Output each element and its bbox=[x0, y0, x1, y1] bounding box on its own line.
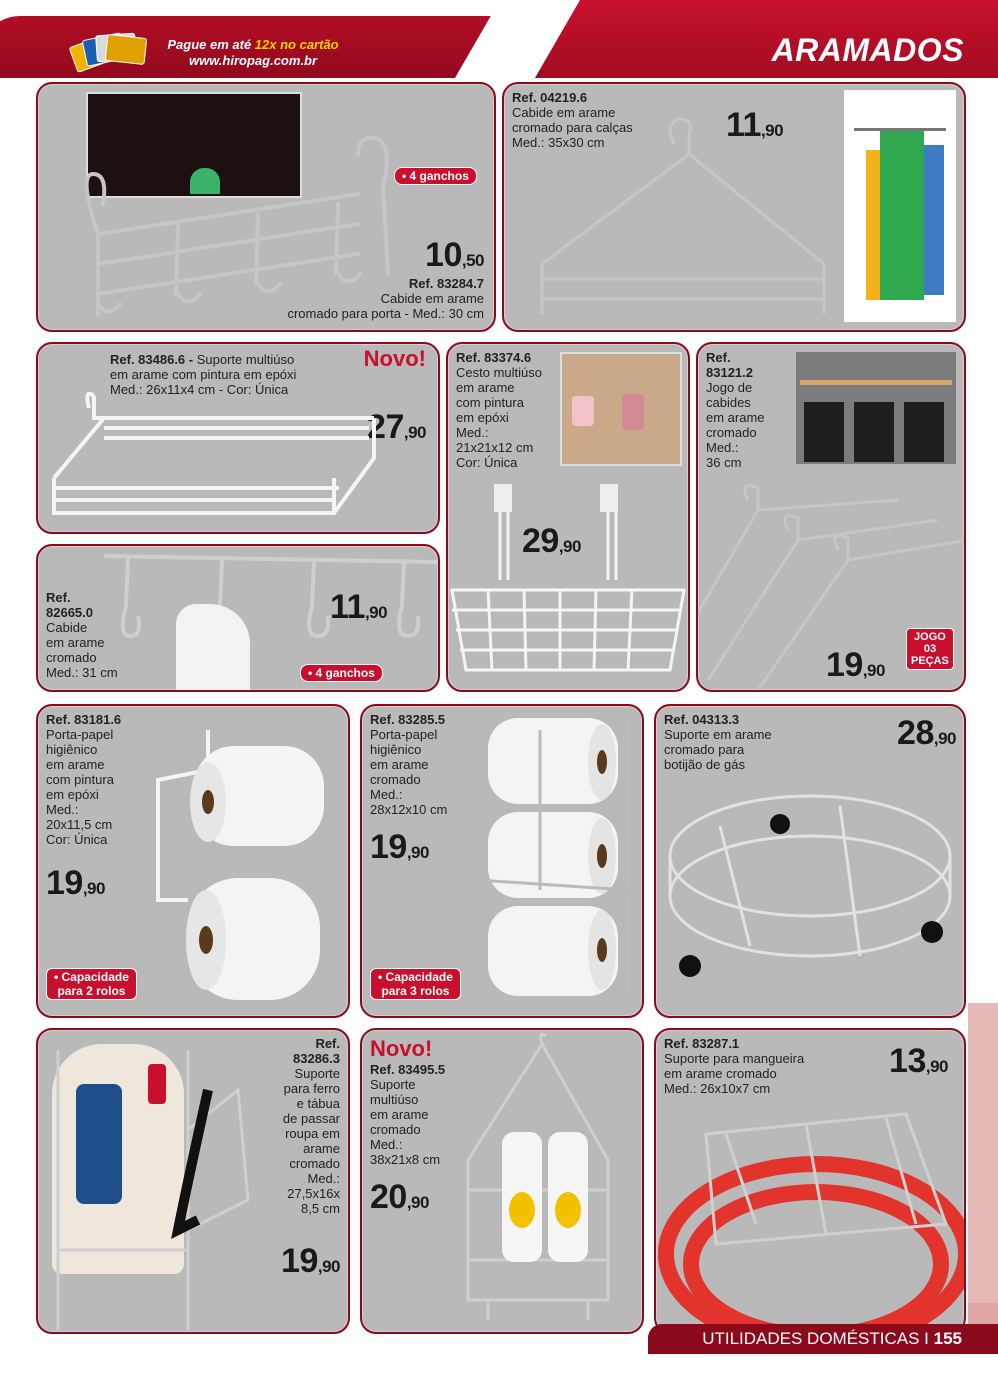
feature-badge: • Capacidade para 2 rolos bbox=[46, 968, 137, 1000]
product-photo bbox=[560, 352, 682, 466]
product-ref: Ref. 04219.6 bbox=[512, 90, 588, 105]
price: 19,90 bbox=[826, 646, 885, 684]
white-shelf-image bbox=[44, 388, 384, 528]
price: 19,90 bbox=[370, 828, 429, 866]
product-ref: Ref. bbox=[706, 350, 731, 365]
gas-stand-image bbox=[660, 786, 960, 1006]
product-photo bbox=[844, 90, 956, 322]
product-ref: Ref. 04313.3 bbox=[664, 712, 740, 727]
feature-badge: • Capacidade para 3 rolos bbox=[370, 968, 461, 1000]
product-card-82665-0[interactable]: Ref. 82665.0 Cabide em arame cromado Med.: 31 cm 11,90 • 4 ganchos bbox=[36, 544, 440, 692]
product-card-83121-2[interactable]: Ref. 83121.2 Jogo de cabides em arame cromado Med.: 36 cm JOGO 03 PEÇAS 19,90 bbox=[696, 342, 966, 692]
page-header bbox=[0, 0, 998, 78]
shower-caddy-image bbox=[458, 1030, 638, 1330]
product-card-83495-5[interactable]: Novo! Ref. 83495.5 Suporte multiúso em arame cromado Med.: 38x21x8 cm 20,90 bbox=[360, 1028, 644, 1334]
product-ref: Ref. 83374.6 bbox=[456, 350, 532, 365]
product-card-83181-6[interactable]: Ref. 83181.6 Porta-papel higiênico em arame com pintura em epóxi Med.: 20x11,5 cm Cor: Única 19,90 • Capacidade para 2 rolos bbox=[36, 704, 350, 1018]
product-card-83374-6[interactable]: Ref. 83374.6 Cesto multiúso em arame com pintura em epóxi Med.: 21x21x12 cm Cor: Única 29,90 bbox=[446, 342, 690, 692]
product-ref: Ref. 83287.1 bbox=[664, 1036, 740, 1051]
tp-tower-image bbox=[478, 710, 638, 1010]
price: 29,90 bbox=[522, 522, 581, 560]
price: 19,90 bbox=[281, 1242, 340, 1280]
product-card-83285-5[interactable]: Ref. 83285.5 Porta-papel higiênico em arame cromado Med.: 28x12x10 cm 19,90 • Capacidade para 3 rolos bbox=[360, 704, 644, 1018]
product-card-83486-6[interactable]: Ref. 83486.6 - Suporte multiúso em arame com pintura em epóxi Med.: 26x11x4 cm - Cor: Única Novo! 27,90 bbox=[36, 342, 440, 534]
new-tag: Novo! bbox=[363, 346, 426, 371]
page-title: ARAMADOS bbox=[771, 32, 964, 68]
product-card-83287-1[interactable]: Ref. 83287.1 Suporte para mangueira em arame cromado Med.: 26x10x7 cm 13,90 bbox=[654, 1028, 966, 1334]
pants-hanger-image bbox=[534, 82, 834, 314]
price: 13,90 bbox=[889, 1042, 948, 1080]
set-badge: JOGO 03 PEÇAS bbox=[906, 628, 954, 670]
price: 10,50 bbox=[425, 236, 484, 274]
product-photo bbox=[796, 352, 956, 464]
basket-image bbox=[448, 480, 688, 690]
product-card-83286-3[interactable]: Ref. 83286.3 Suporte para ferro e tábua de passar roupa em arame cromado Med.: 27,5x16x 8,5 cm 19,90 bbox=[36, 1028, 350, 1334]
payment-info: Pague em até 12x no cartão www.hiropag.com.br bbox=[167, 37, 339, 68]
price: 28,90 bbox=[897, 714, 956, 752]
tp-holder-image bbox=[148, 710, 348, 1010]
product-card-04219-6[interactable]: Ref. 04219.6 Cabide em arame cromado para calças Med.: 35x30 cm 11,90 bbox=[502, 82, 966, 332]
product-ref: Ref. 83285.5 bbox=[370, 712, 446, 727]
product-card-04313-3[interactable]: Ref. 04313.3 Suporte em arame cromado para botijão de gás 28,90 bbox=[654, 704, 966, 1018]
credit-cards-icon bbox=[72, 30, 142, 70]
product-ref: Ref. bbox=[315, 1036, 340, 1051]
product-ref: Ref. 83486.6 - bbox=[110, 352, 194, 367]
product-ref: Ref. 83284.7 bbox=[408, 276, 484, 291]
price: 19,90 bbox=[46, 864, 105, 902]
price: 27,90 bbox=[367, 408, 426, 446]
hose-holder-image bbox=[656, 1104, 964, 1334]
price: 11,90 bbox=[330, 588, 388, 626]
price: 20,90 bbox=[370, 1178, 429, 1216]
product-ref: Ref. bbox=[46, 590, 71, 605]
product-ref: Ref. 83495.5 bbox=[370, 1062, 446, 1077]
towel-image bbox=[176, 604, 250, 690]
feature-badge: • 4 ganchos bbox=[300, 664, 383, 682]
new-tag: Novo! bbox=[370, 1036, 433, 1061]
price: 11,90 bbox=[726, 106, 784, 144]
feature-badge: • 4 ganchos bbox=[394, 167, 477, 185]
footer-section: UTILIDADES DOMÉSTICAS I 155 bbox=[702, 1329, 962, 1348]
product-card-83284-7[interactable]: • 4 ganchos 10,50 Ref. 83284.7 Cabide em arame cromado para porta - Med.: 30 cm bbox=[36, 82, 496, 332]
product-ref: Ref. 83181.6 bbox=[46, 712, 122, 727]
